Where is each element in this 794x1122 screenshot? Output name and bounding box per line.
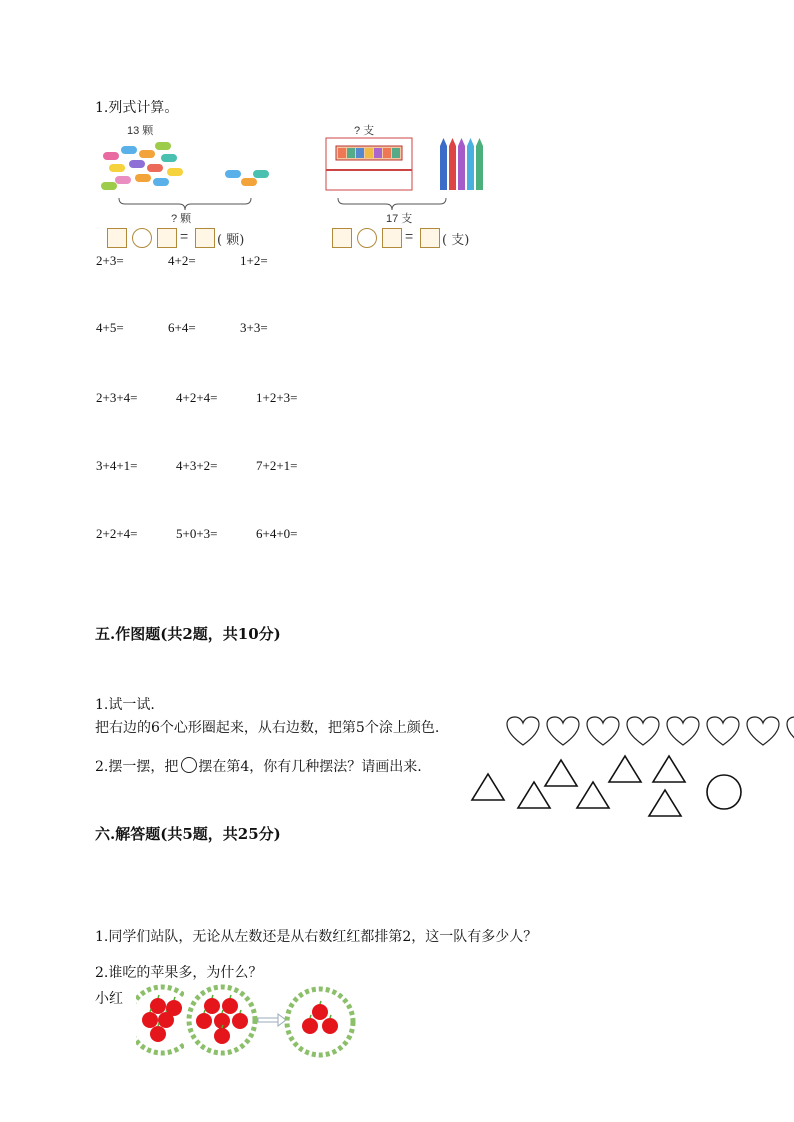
arrow-icon: [258, 1014, 286, 1026]
calc-item: 7+2+1=: [256, 458, 298, 473]
circle-icon: [181, 757, 197, 773]
calc-item: 4+3+2=: [176, 458, 218, 473]
crayon-problem-figure: [320, 120, 490, 250]
heart-icon: [787, 717, 794, 745]
heart-icon: [667, 717, 699, 745]
heart-icon: [707, 717, 739, 745]
question-text: 把右边的6个心形圈起来，从右边数，把第5个涂上颜色.: [95, 720, 440, 736]
calc-item: 4+2=: [168, 253, 196, 268]
triangle-icon: [545, 760, 577, 786]
apple-plates-figure: [136, 984, 358, 1058]
candy-problem-figure: [95, 120, 280, 250]
crayon-box-icon: [326, 138, 412, 190]
question-text-part: 2.摆一摆，把: [95, 759, 179, 775]
question-title: 1.列式计算。: [95, 100, 179, 116]
heart-icon: [587, 717, 619, 745]
unit-label: ( 颗): [217, 233, 245, 248]
operator-circle[interactable]: [132, 228, 152, 248]
triangle-icon: [653, 756, 685, 782]
calc-item: 5+0+3=: [176, 526, 218, 541]
calc-item: 2+3+4=: [96, 390, 138, 405]
calc-item: 6+4=: [168, 320, 196, 335]
answer-box-3[interactable]: [195, 228, 215, 248]
circle-icon: [707, 775, 741, 809]
section-title: 五.作图题(共2题，共10分): [95, 625, 281, 643]
candy-small-group-icon: [225, 170, 269, 186]
candy-total-label: 13 颗: [127, 125, 154, 137]
question-text: 1.同学们站队，无论从左数还是从右数红红都排第2，这一队有多少人？: [95, 929, 538, 945]
section-title: 六.解答题(共5题，共25分): [95, 825, 281, 843]
answer-box-4[interactable]: [332, 228, 352, 248]
apple-plate-icon: [287, 989, 353, 1055]
answer-box-2[interactable]: [157, 228, 177, 248]
equals-sign: =: [180, 228, 189, 244]
answer-box-6[interactable]: [420, 228, 440, 248]
calc-item: 2+3=: [96, 253, 124, 268]
heart-icon: [507, 717, 539, 745]
triangle-icon: [577, 782, 609, 808]
candy-pile-icon: [101, 142, 183, 190]
equals-sign: =: [405, 228, 414, 244]
crayon-unknown-label: ? 支: [354, 125, 375, 137]
unit-label: ( 支): [442, 233, 470, 248]
candy-unknown-label: ? 颗: [171, 213, 192, 225]
question-text-part: 摆在第4，你有几种摆法？请画出来.: [198, 759, 422, 775]
apple-plate-icon: [136, 987, 195, 1053]
crayon-total-label: 17 支: [386, 213, 413, 225]
calc-item: 4+2+4=: [176, 390, 218, 405]
triangle-icon: [649, 790, 681, 816]
answer-box-5[interactable]: [382, 228, 402, 248]
triangle-icon: [472, 774, 504, 800]
hearts-row: [505, 714, 794, 750]
calc-item: 1+2+3=: [256, 390, 298, 405]
question-text: 2.谁吃的苹果多，为什么？: [95, 965, 263, 981]
operator-circle[interactable]: [357, 228, 377, 248]
crayons-icon: [440, 138, 483, 190]
calc-item: 3+4+1=: [96, 458, 138, 473]
answer-box-1[interactable]: [107, 228, 127, 248]
heart-icon: [547, 717, 579, 745]
calc-item: 3+3=: [240, 320, 268, 335]
question-text: [95, 756, 422, 776]
heart-icon: [627, 717, 659, 745]
calc-item: 1+2=: [240, 253, 268, 268]
shapes-figure: [470, 752, 750, 820]
apple-plate-icon: [189, 987, 255, 1053]
heart-icon: [747, 717, 779, 745]
calc-item: 6+4+0=: [256, 526, 298, 541]
name-label: 小红: [95, 991, 123, 1007]
triangle-icon: [609, 756, 641, 782]
calc-item: 2+2+4=: [96, 526, 138, 541]
calc-item: 4+5=: [96, 320, 124, 335]
question-title: 1.试一试.: [95, 697, 155, 713]
